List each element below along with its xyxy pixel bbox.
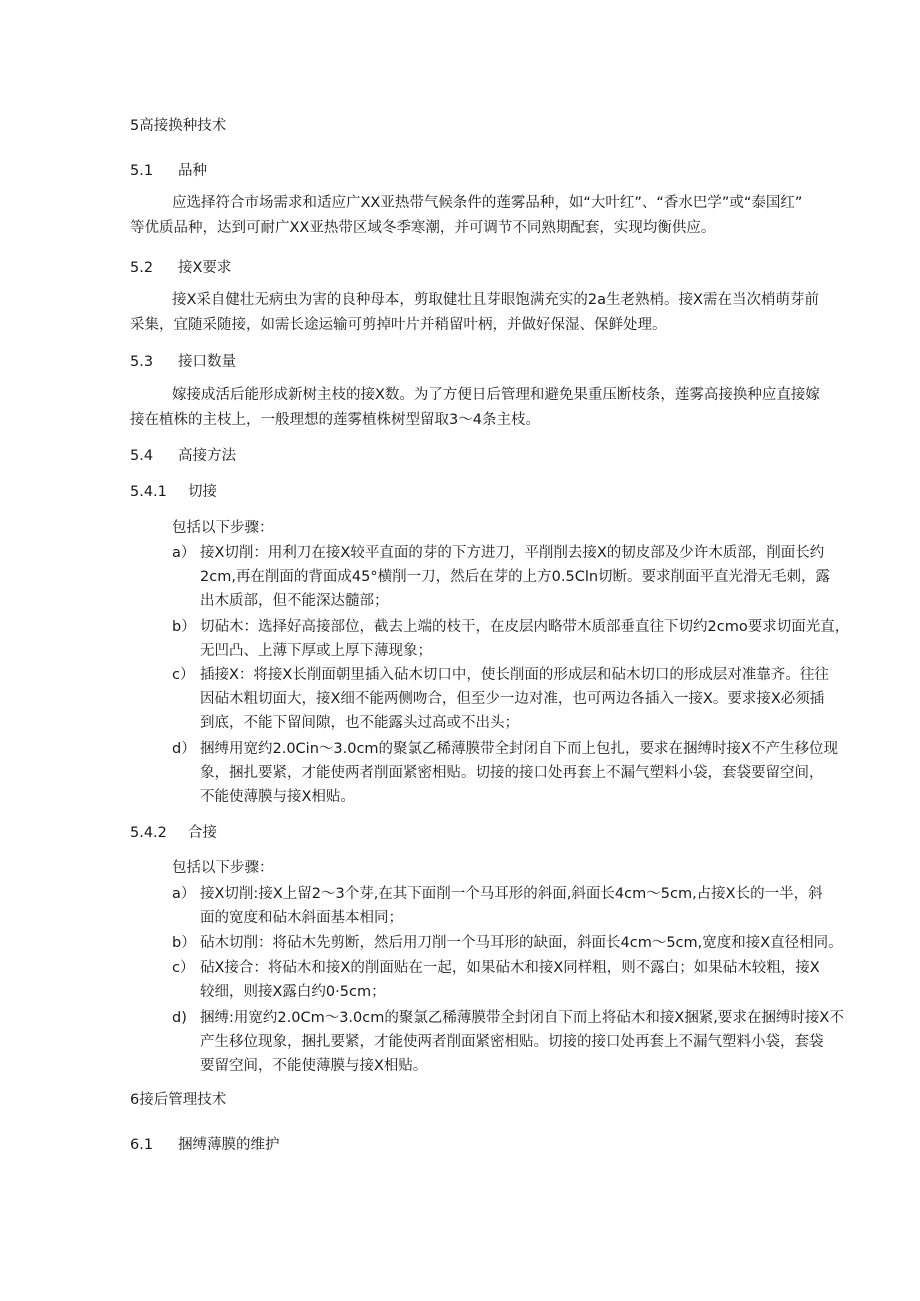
section-heading-5-2: 5.2 接X要求 [130,260,232,276]
list-item-line: 捆缚用宽约2.0Cin～3.0cm的聚氯乙稀薄膜带全封闭自下而上包扎，要求在捆缚时接X不产生移位现 [200,741,838,757]
section-heading-5-4-2: 5.4.2 合接 [130,825,217,841]
section-heading-5-1: 5.1 品种 [130,163,207,179]
list-item-line: 砧X接合：将砧木和接X的削面贴在一起，如果砧木和接X同样粗，则不露白；如果砧木较粗，接X [200,960,820,976]
list-intro: 包括以下步骤： [172,860,274,876]
list-item-line: 象，捆扎要紧，才能使两者削面紧密相贴。切接的接口处再套上不漏气塑料小袋，套袋要留空间， [200,765,824,781]
list-item-label: c） [172,667,195,683]
paragraph-5-3-line-2: 接在植株的主枝上，一般理想的莲雾植株树型留取3～4条主枝。 [130,412,540,428]
list-item-line: 不能使薄膜与接X相贴。 [200,789,355,805]
list-item-line: 接X切削:接X上留2～3个芽,在其下面削一个马耳形的斜面,斜面长4cm～5cm,占接X长的一半，斜 [200,886,823,902]
list-item-label: a） [172,545,196,561]
list-item-label: b） [172,935,196,951]
list-item-line: 要留空间，不能使薄膜与接X相贴。 [200,1058,428,1074]
list-item-line: 到底，不能下留间隙，也不能露头过高或不出头； [200,715,519,731]
list-item-line: 插接X：将接X长削面朝里插入砧木切口中，使长削面的形成层和砧木切口的形成层对准靠齐。往往 [200,667,829,683]
list-item-line: 面的宽度和砧木斜面基本相同； [200,910,403,926]
list-item-line: 出木质部，但不能深达髓部； [200,593,389,609]
section-heading-5-4: 5.4 高接方法 [130,448,236,464]
paragraph-5-1-line-1: 应选择符合市场需求和适应广XX亚热带气候条件的莲雾品种，如“大叶红”、“香水巴学”或“泰国红” [172,195,803,211]
section-heading-5-4-1: 5.4.1 切接 [130,484,217,500]
list-item-line: 接X切削：用利刀在接X较平直面的芽的下方进刀，平削削去接X的韧皮部及少许木质部，削面长约 [200,545,825,561]
paragraph-5-3-line-1: 嫁接成活后能形成新树主枝的接X数。为了方便日后管理和避免果重压断枝条，莲雾高接换种应直接嫁 [172,387,820,403]
paragraph-5-2-line-2: 采集，宜随采随接，如需长途运输可剪掉叶片并稍留叶柄，并做好保湿、保鲜处理。 [130,317,667,333]
section-heading-5: 5高接换种技术 [130,118,227,134]
section-heading-6: 6接后管理技术 [130,1092,227,1108]
list-item-line: 因砧木粗切面大，接X细不能两侧吻合，但至少一边对准，也可两边各插入一接X。要求接X必须插 [200,691,825,707]
list-item-label: d) [172,1010,187,1026]
list-intro: 包括以下步骤： [172,520,274,536]
list-item-line: 无凹凸、上薄下厚或上厚下薄现象； [200,643,432,659]
list-item-label: a） [172,886,196,902]
list-item-line: 产生移位现象，捆扎要紧，才能使两者削面紧密相贴。切接的接口处再套上不漏气塑料小袋，套袋 [200,1034,824,1050]
list-item-label: c） [172,960,195,976]
list-item-line: 切砧木：选择好高接部位，截去上端的枝干，在皮层内略带木质部垂直往下切约2cmo要求切面光直， [200,619,850,635]
list-item-line: 2cm,再在削面的背面成45°横削一刀，然后在芽的上方0.5Cln切断。要求削面平直光滑无毛刺，露 [200,569,831,585]
list-item-label: d） [172,741,196,757]
section-heading-5-3: 5.3 接口数量 [130,354,236,370]
list-item-label: b） [172,619,196,635]
section-heading-6-1: 6.1 捆缚薄膜的维护 [130,1137,280,1153]
list-item-line: 砧木切削：将砧木先剪断，然后用刀削一个马耳形的缺面，斜面长4cm～5cm,宽度和接X直径相同。 [200,935,843,951]
paragraph-5-2-line-1: 接X采自健壮无病虫为害的良种母本，剪取健壮且芽眼饱满充实的2a生老熟梢。接X需在当次梢萌芽前 [172,292,819,308]
list-item-line: 捆缚:用宽约2.0Cm～3.0cm的聚氯乙稀薄膜带全封闭自下而上将砧木和接X捆紧,要求在捆缚时接X不 [200,1010,844,1026]
list-item-line: 较细，则接X露白约0·5cm； [200,984,386,1000]
paragraph-5-1-line-2: 等优质品种，达到可耐广XX亚热带区域冬季寒潮，并可调节不同熟期配套，实现均衡供应。 [130,220,716,236]
